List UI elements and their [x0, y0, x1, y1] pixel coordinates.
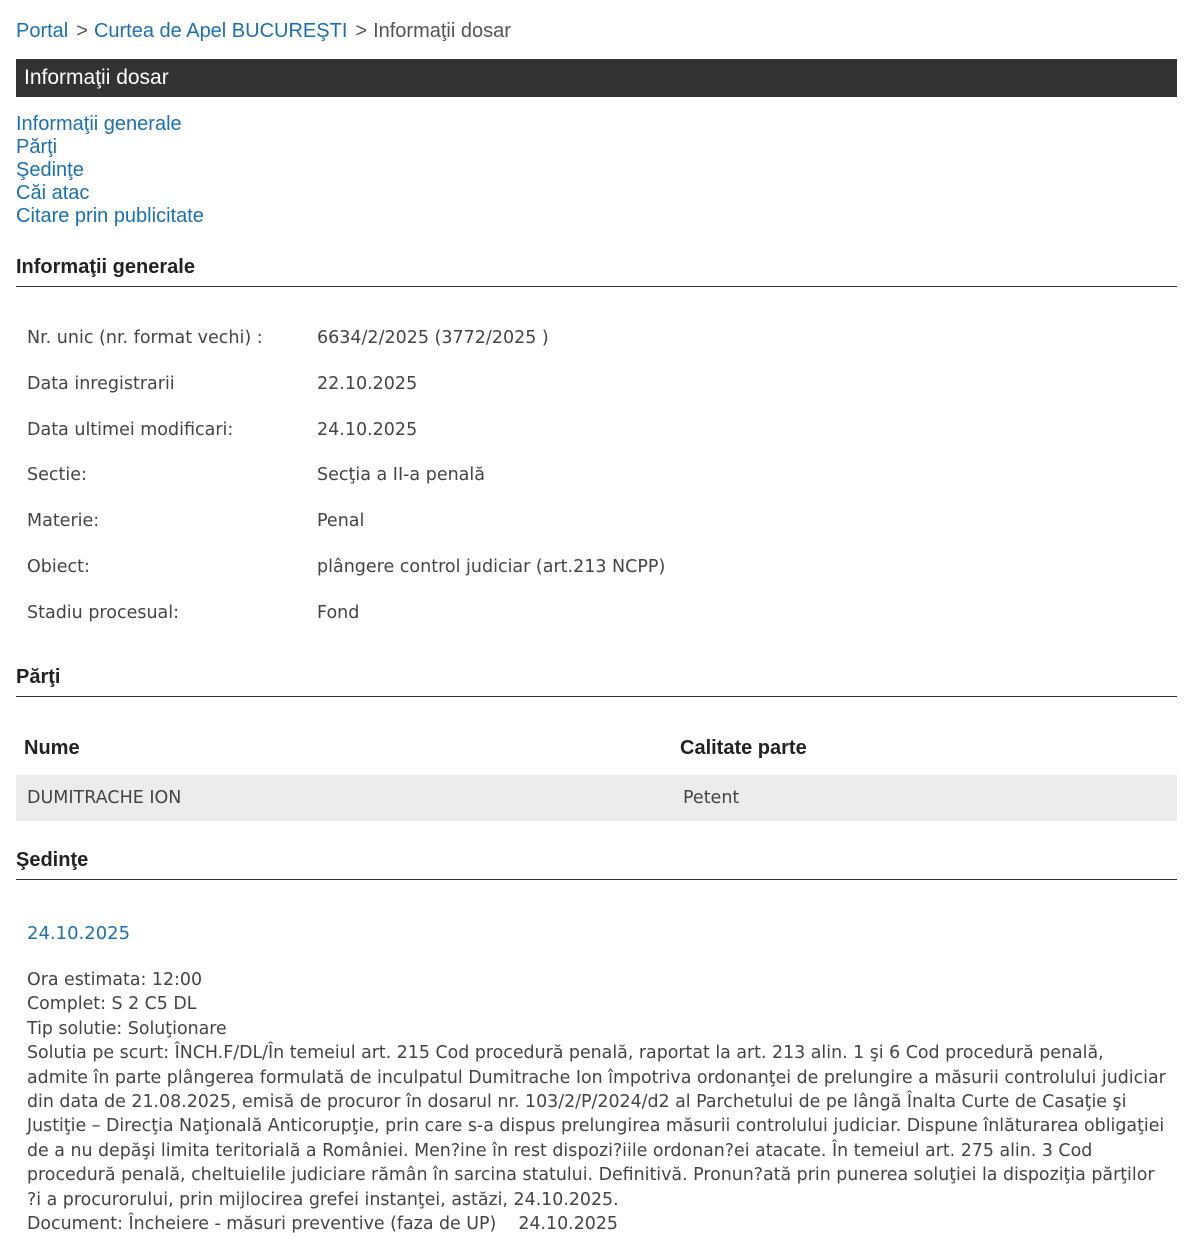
hearing-solution-summary: Solutia pe scurt: ÎNCH.F/DL/În temeiul art. 215 Cod procedură penală, raportat la art. 213 alin. 1 şi 6 Cod procedură penală, admite în parte plângerea formulată de inculpatul Dumitrache Ion împotriva ordonanţei de prelungire a măsurii controlului judiciar din data de 21.08.2025, emisă de procuror în dosarul nr. 103/2/P/2024/d2 al Parchetului de pe lângă Înalta Curte de Casaţie şi Justiţie – Direcţia Naţională Anticorupţie, prin care s-a dispus prelungirea măsurii controlului judiciar. Dispune înlăturarea obligaţiei de a nu depăşi limita teritorială a României. Men?ine în rest dispozi?iile ordonan?ei atacate. În temeiul art. 275 alin. 3 Cod procedură penală, cheltuielile judiciare rămân în sarcina statului. Definitivă. Pronun?ată prin punerea soluţiei la dispoziţia părţilor ?i a procurorului, prin mijlocirea grefei instanţei, astăzi, 24.10.2025. — [27, 1043, 1166, 1210]
info-value: plângere control judiciar (art.213 NCPP) — [317, 556, 666, 577]
party-role: Petent — [683, 788, 740, 808]
section-heading-parties: Părţi — [16, 666, 1177, 697]
party-name: DUMITRACHE ION — [27, 788, 182, 808]
breadcrumb-portal-link[interactable]: Portal — [16, 20, 69, 42]
hearing-date: 24.10.2025 — [27, 923, 131, 944]
hearing-panel: Complet: S 2 C5 DL — [27, 994, 197, 1015]
section-nav — [16, 113, 204, 228]
info-row — [27, 511, 665, 557]
breadcrumb-current: Informaţii dosar — [373, 20, 511, 42]
breadcrumb-separator: > — [355, 20, 368, 42]
info-label: Sectie: — [27, 465, 87, 486]
info-label: Nr. unic (nr. format vechi) : — [27, 328, 263, 348]
nav-link-general-info[interactable]: Informaţii generale — [16, 113, 182, 135]
page-title: Informaţii dosar — [16, 59, 1177, 97]
info-value: Penal — [317, 511, 365, 532]
hearing-document: Document: Încheiere - măsuri preventive (faza de UP) 24.10.2025 — [27, 1214, 618, 1235]
info-label: Data ultimei modificari: — [27, 419, 234, 440]
table-row — [16, 775, 1177, 821]
info-label: Data inregistrarii — [27, 373, 175, 394]
column-header-role: Calitate parte — [680, 737, 807, 759]
info-label: Obiect: — [27, 556, 90, 577]
nav-link-parties[interactable]: Părţi — [16, 136, 58, 158]
parties-table-header — [24, 737, 1174, 760]
nav-link-appeals[interactable]: Căi atac — [16, 182, 90, 204]
nav-link-public-summons[interactable]: Citare prin publicitate — [16, 205, 204, 227]
info-value: 6634/2/2025 (3772/2025 ) — [317, 328, 549, 348]
section-heading-general-info: Informaţii generale — [16, 256, 1177, 287]
info-value: Secţia a II-a penală — [317, 465, 485, 486]
hearing-time: Ora estimata: 12:00 — [27, 970, 203, 990]
breadcrumb-separator: > — [76, 20, 88, 42]
breadcrumb-court-link[interactable]: Curtea de Apel BUCUREŞTI — [93, 20, 348, 42]
info-label: Stadiu procesual: — [27, 602, 180, 623]
info-row — [27, 420, 665, 466]
section-heading-hearings: Şedinţe — [16, 849, 1177, 880]
column-header-name: Nume — [24, 737, 80, 759]
info-value: 22.10.2025 — [317, 373, 418, 394]
info-value: 24.10.2025 — [317, 419, 418, 440]
info-label: Materie: — [27, 511, 100, 532]
breadcrumb — [16, 20, 511, 43]
hearing-solution-type: Tip solutie: Soluţionare — [27, 1018, 227, 1039]
info-row — [27, 603, 665, 649]
info-row — [27, 328, 665, 374]
info-row — [27, 465, 665, 511]
general-info-list — [27, 328, 665, 649]
info-value: Fond — [317, 602, 360, 623]
info-row — [27, 557, 665, 603]
hearing-details — [27, 968, 1167, 1236]
nav-link-hearings[interactable]: Şedinţe — [16, 159, 84, 181]
info-row — [27, 374, 665, 420]
